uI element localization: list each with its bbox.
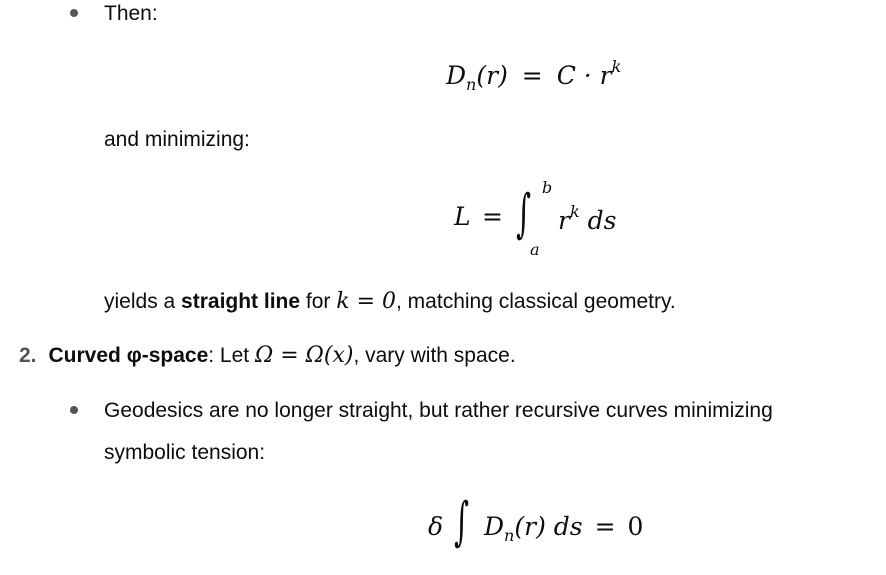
delta-symbol: δ bbox=[428, 512, 444, 541]
eq1-lhs-arg: (r) bbox=[476, 61, 508, 90]
yields-prefix: yields a bbox=[104, 290, 182, 313]
eq2-ds: ds bbox=[587, 206, 617, 235]
list-bullet bbox=[70, 9, 78, 17]
equation-delta-integral bbox=[428, 490, 658, 566]
eq3-sub: n bbox=[504, 526, 515, 545]
equation-dn-r bbox=[446, 57, 621, 94]
item2-line bbox=[19, 342, 516, 370]
equation-l-integral bbox=[454, 178, 634, 262]
eq2-equals: = bbox=[482, 202, 503, 231]
eq2-integrand bbox=[558, 202, 616, 235]
geodesics-line-2: symbolic tension: bbox=[104, 441, 266, 464]
yields-sentence bbox=[104, 288, 676, 316]
omega-equation: Ω = Ω(x) bbox=[254, 343, 354, 368]
eq1-rhs: C · r bbox=[556, 61, 612, 90]
eq1-equals: = bbox=[521, 61, 543, 90]
integral-sign: ∫ bbox=[516, 184, 531, 244]
k-equals-zero: k = 0 bbox=[336, 289, 397, 314]
eq2-integrand-r: r bbox=[558, 206, 570, 235]
geodesics-line-1: Geodesics are no longer straight, but rather recursive curves minimizing bbox=[104, 399, 773, 422]
yields-suffix: , matching classical geometry. bbox=[396, 290, 676, 313]
let-text: : Let bbox=[208, 344, 255, 367]
integral-sign: ∫ bbox=[454, 492, 469, 552]
integral-upper-bound: b bbox=[542, 178, 553, 197]
eq2-integrand-sup: k bbox=[569, 202, 580, 221]
eq3-ds: ds bbox=[553, 512, 583, 541]
and-minimizing-text: and minimizing: bbox=[104, 128, 250, 151]
eq3-arg: (r) bbox=[514, 512, 546, 541]
straight-line-bold: straight line bbox=[181, 290, 301, 313]
yields-for: for bbox=[300, 290, 337, 313]
list-number-2: 2. bbox=[19, 344, 37, 367]
list-bullet bbox=[70, 406, 78, 414]
eq3-zero: 0 bbox=[627, 512, 644, 541]
eq2-lhs: L bbox=[454, 202, 471, 231]
then-label: Then: bbox=[104, 2, 158, 25]
eq3-d: D bbox=[484, 512, 505, 541]
integral-lower-bound: a bbox=[530, 240, 540, 259]
curved-phi-space-bold: Curved φ-space bbox=[48, 344, 209, 367]
vary-with-space-text: , vary with space. bbox=[353, 344, 516, 367]
eq3-equals: = bbox=[594, 512, 616, 541]
eq1-lhs: D bbox=[446, 61, 467, 90]
eq1-rhs-sup: k bbox=[611, 57, 622, 76]
eq1-lhs-sub: n bbox=[466, 75, 477, 94]
eq3-body bbox=[484, 512, 643, 545]
